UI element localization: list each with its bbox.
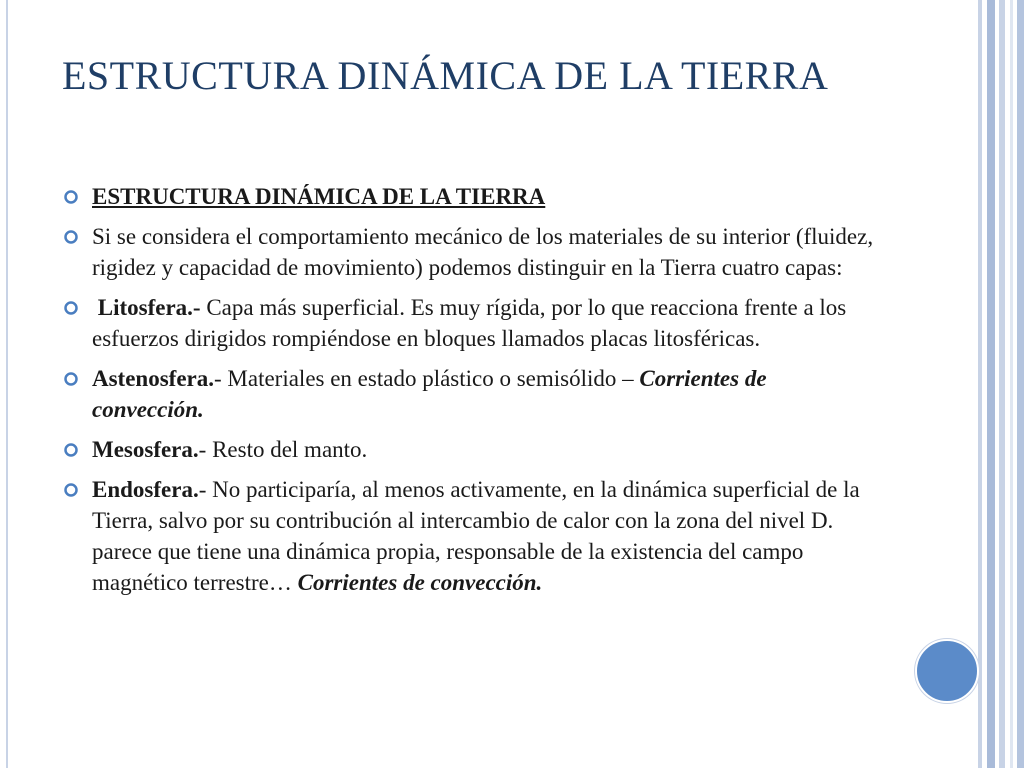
emphasis-convection: Corrientes de convección. bbox=[297, 570, 543, 595]
frame-stripe bbox=[978, 0, 982, 768]
blue-circle-decoration bbox=[915, 639, 979, 703]
emphasis-convection: Corrientes de convección. bbox=[92, 366, 767, 422]
left-frame-line bbox=[6, 0, 8, 768]
frame-stripe bbox=[1017, 0, 1024, 768]
bullet-item bbox=[64, 181, 884, 212]
slide-title: ESTRUCTURA DINÁMICA DE LA TIERRA bbox=[62, 53, 829, 98]
term-endosfera: Endosfera. bbox=[92, 477, 199, 502]
intro-text: Si se considera el comportamiento mecánico de los materiales de su interior (fluidez, rigidez y capacidad de movimiento) podemos distinguir en la Tierra cuatro capas: bbox=[92, 224, 874, 280]
desc-astenosfera: - Materiales en estado plástico o semisólido – bbox=[214, 366, 640, 391]
frame-stripe bbox=[999, 0, 1005, 768]
desc-litosfera: Capa más superficial. Es muy rígida, por lo que reacciona frente a los esfuerzos dirigidos rompiéndose en bloques llamados placas litosféricas. bbox=[92, 295, 847, 351]
bullet-item bbox=[64, 292, 884, 354]
section-heading: ESTRUCTURA DINÁMICA DE LA TIERRA bbox=[92, 184, 546, 209]
circle-bullet-icon bbox=[64, 483, 78, 497]
term-mesosfera: Mesosfera. bbox=[92, 437, 199, 462]
bullet-list bbox=[64, 181, 884, 607]
frame-stripe bbox=[987, 0, 995, 768]
circle-bullet-icon bbox=[64, 372, 78, 386]
desc-mesosfera: - Resto del manto. bbox=[198, 437, 368, 462]
bullet-item bbox=[64, 474, 884, 598]
circle-bullet-icon bbox=[64, 301, 78, 315]
frame-stripe bbox=[1010, 0, 1013, 768]
bullet-item bbox=[64, 434, 884, 465]
term-litosfera: Litosfera.- bbox=[97, 295, 201, 320]
right-frame-stripes bbox=[978, 0, 1024, 768]
bullet-item bbox=[64, 221, 884, 283]
circle-bullet-icon bbox=[64, 230, 78, 244]
desc-endosfera: - No participaría, al menos activamente, en la dinámica superficial de la Tierra, salvo por su contribución al intercambio de calor con la zona del nivel D. parece que tiene una dinámica propia, responsable de la existencia del campo magnético terrestre… bbox=[92, 477, 860, 595]
term-astenosfera: Astenosfera. bbox=[92, 366, 214, 391]
circle-bullet-icon bbox=[64, 443, 78, 457]
bullet-item bbox=[64, 363, 884, 425]
circle-bullet-icon bbox=[64, 190, 78, 204]
